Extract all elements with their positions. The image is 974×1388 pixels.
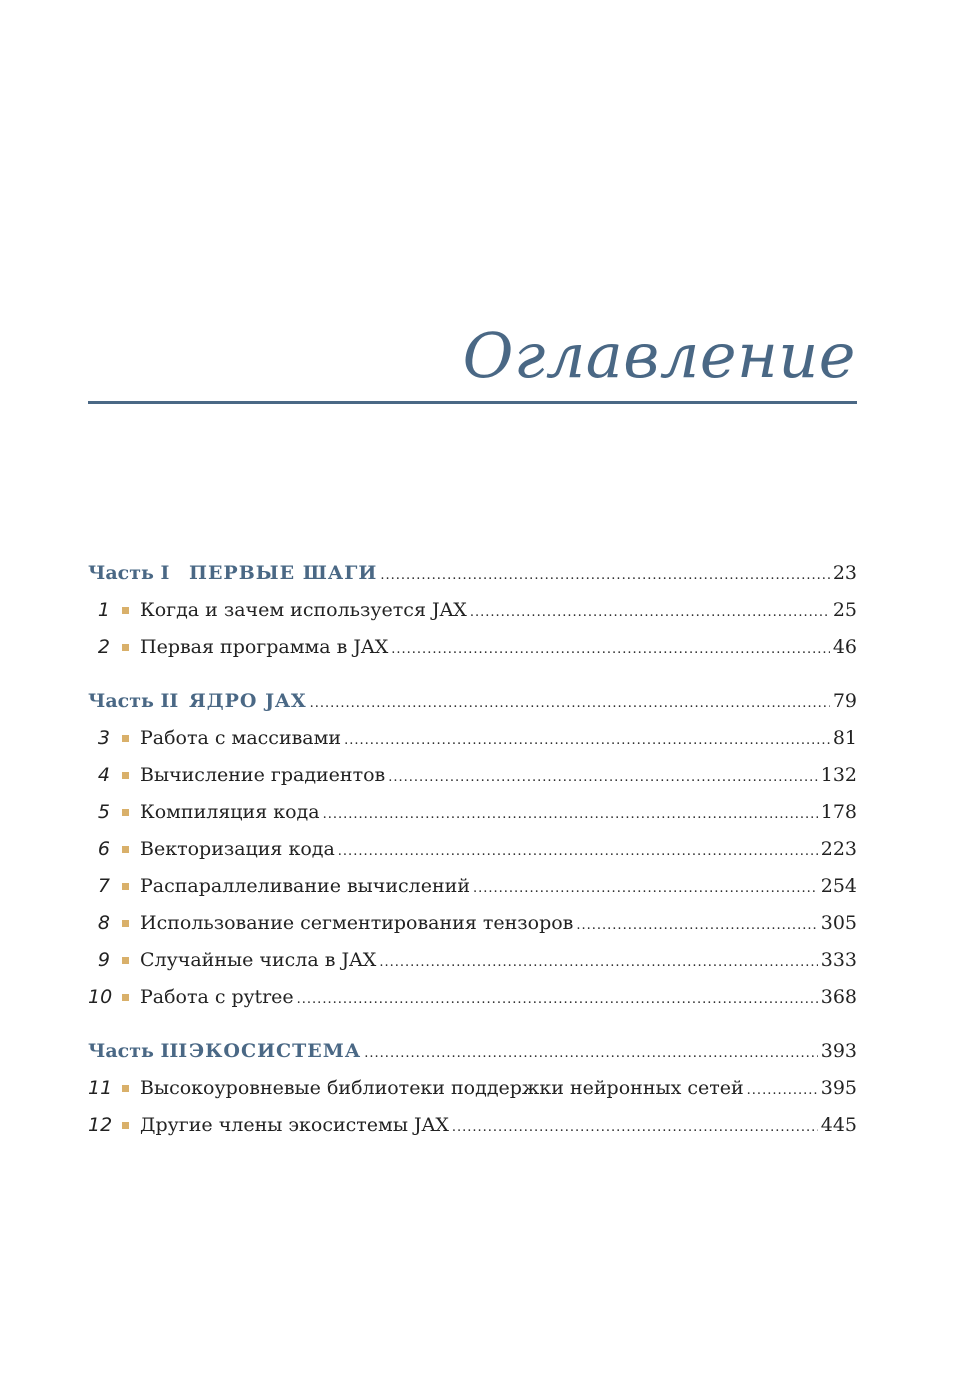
page-number: 79: [832, 690, 857, 712]
chapter-title: Вычисление градиентов: [140, 764, 386, 786]
chapter-title: Случайные числа в JAX: [140, 949, 377, 971]
page-number: 333: [820, 949, 857, 971]
page-number: 395: [820, 1077, 857, 1099]
page-title: Оглавление: [462, 319, 856, 392]
dot-leader: [380, 557, 829, 594]
chapter-row[interactable]: [88, 1107, 857, 1144]
page-number: 368: [820, 986, 857, 1008]
chapter-title: Компиляция кода: [140, 801, 320, 823]
bullet-icon: [122, 846, 129, 853]
title-underline: [88, 401, 857, 404]
page-number: 223: [820, 838, 857, 860]
part-label: Часть III: [88, 1040, 188, 1062]
chapter-number: 7: [97, 875, 110, 897]
dot-leader: [576, 907, 817, 944]
dot-leader: [344, 722, 830, 759]
part-title: ЭКОСИСТЕМА: [189, 1040, 362, 1062]
page-number: 178: [820, 801, 857, 823]
chapter-title: Первая программа в JAX: [140, 636, 389, 658]
bullet-icon: [122, 920, 129, 927]
chapter-number: 10: [88, 986, 113, 1008]
bullet-icon: [122, 644, 129, 651]
bullet-icon: [122, 809, 129, 816]
chapter-row[interactable]: [88, 868, 857, 905]
chapter-title: Высокоуровневые библиотеки поддержки нейронных сетей: [140, 1077, 744, 1099]
part-label: Часть II: [88, 690, 179, 712]
page-number: 305: [820, 912, 857, 934]
chapter-title: Векторизация кода: [140, 838, 335, 860]
chapter-number: 9: [97, 949, 110, 971]
part-row[interactable]: [88, 683, 857, 720]
dot-leader: [323, 796, 818, 833]
page-number: 132: [820, 764, 857, 786]
bullet-icon: [122, 883, 129, 890]
dot-leader: [364, 1035, 817, 1072]
dot-leader: [388, 759, 817, 796]
page-number: 81: [832, 727, 857, 749]
bullet-icon: [122, 1122, 129, 1129]
dot-leader: [391, 631, 830, 668]
page-number: 23: [832, 562, 857, 584]
bullet-icon: [122, 994, 129, 1001]
page-number: 393: [820, 1040, 857, 1062]
part-row[interactable]: [88, 555, 857, 592]
chapter-title: Распараллеливание вычислений: [140, 875, 470, 897]
chapter-title: Работа с массивами: [140, 727, 342, 749]
dot-leader: [379, 944, 817, 981]
chapter-row[interactable]: [88, 905, 857, 942]
chapter-number: 1: [97, 599, 110, 621]
chapter-row[interactable]: [88, 794, 857, 831]
part-row[interactable]: [88, 1033, 857, 1070]
chapter-row[interactable]: [88, 831, 857, 868]
dot-leader: [473, 870, 818, 907]
bullet-icon: [122, 772, 129, 779]
page-number: 46: [832, 636, 857, 658]
page-number: 254: [820, 875, 857, 897]
chapter-number: 3: [97, 727, 110, 749]
chapter-title: Когда и зачем используется JAX: [140, 599, 467, 621]
chapter-row[interactable]: [88, 942, 857, 979]
part-title: ПЕРВЫЕ ШАГИ: [189, 562, 378, 584]
bullet-icon: [122, 607, 129, 614]
chapter-number: 2: [97, 636, 110, 658]
part-title: ЯДРО JAX: [189, 690, 307, 712]
part-label: Часть I: [88, 562, 170, 584]
dot-leader: [338, 833, 818, 870]
chapter-title: Работа с pytree: [140, 986, 294, 1008]
dot-leader: [310, 685, 830, 722]
page-number: 445: [820, 1114, 857, 1136]
bullet-icon: [122, 735, 129, 742]
chapter-row[interactable]: [88, 1070, 857, 1107]
chapter-row[interactable]: [88, 592, 857, 629]
chapter-number: 11: [88, 1077, 113, 1099]
chapter-number: 5: [97, 801, 110, 823]
table-of-contents: [88, 555, 857, 1144]
chapter-number: 4: [97, 764, 110, 786]
dot-leader: [470, 594, 830, 631]
dot-leader: [452, 1109, 818, 1146]
page-number: 25: [832, 599, 857, 621]
chapter-row[interactable]: [88, 629, 857, 666]
chapter-number: 12: [88, 1114, 113, 1136]
chapter-row[interactable]: [88, 720, 857, 757]
chapter-row[interactable]: [88, 757, 857, 794]
chapter-row[interactable]: [88, 979, 857, 1016]
bullet-icon: [122, 957, 129, 964]
dot-leader: [747, 1072, 818, 1109]
dot-leader: [297, 981, 818, 1018]
chapter-title: Использование сегментирования тензоров: [140, 912, 574, 934]
bullet-icon: [122, 1085, 129, 1092]
chapter-number: 6: [97, 838, 110, 860]
chapter-title: Другие члены экосистемы JAX: [140, 1114, 449, 1136]
chapter-number: 8: [97, 912, 110, 934]
